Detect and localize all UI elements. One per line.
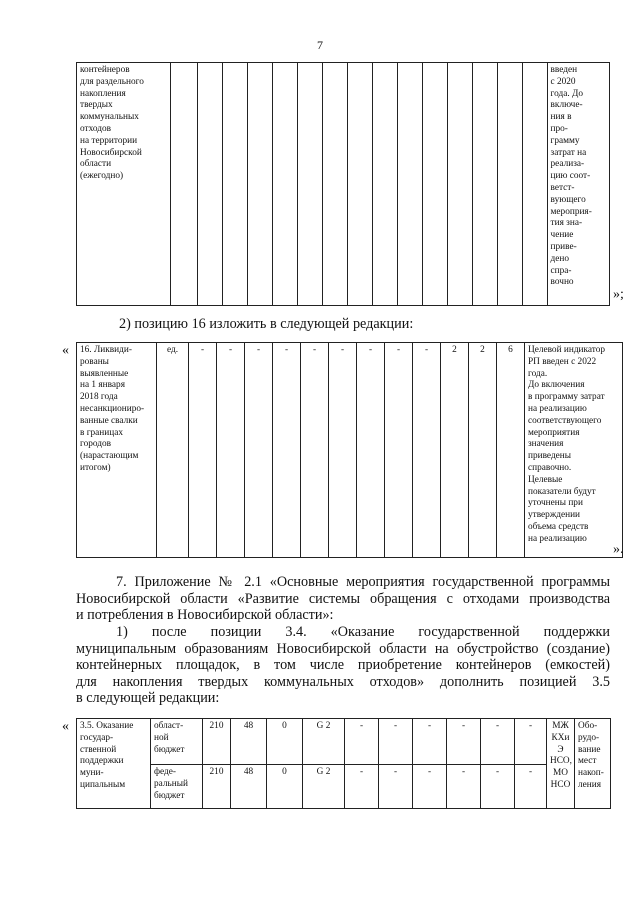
executor-cell: МЖ КХи Э НСО, МО НСО xyxy=(547,719,575,809)
measure-3-5-table xyxy=(76,718,611,809)
measure-3-5-name: 3.5. Оказание государ- ственной поддержки муни- ципальным xyxy=(77,719,151,809)
expected-result-cell: Обо- рудо- вание мест накоп- ления xyxy=(575,719,611,809)
paragraph-7-line: 7. Приложение № 2.1 «Основные мероприятия государственной программы xyxy=(116,574,610,590)
value-cell: 2 xyxy=(469,343,497,558)
funding-source-cell: феде- ральный бюджет xyxy=(151,765,203,809)
value-cell: - xyxy=(385,343,413,558)
value-cell: - xyxy=(379,765,413,809)
value-cell: - xyxy=(329,343,357,558)
indicator-16-name: 16. Ликвиди- рованы выявленные на 1 января 2018 года несанкциониро- ванные свалки в границах городов (нарастающим итогом) xyxy=(77,343,157,558)
paragraph-7-line: Новосибирской области «Развитие системы обращения с отходами производства xyxy=(76,590,610,607)
value-cell: - xyxy=(345,765,379,809)
paragraph-7-1-line: 1) после позиции 3.4. «Оказание государственной поддержки xyxy=(116,624,610,640)
value-cell: - xyxy=(413,719,447,765)
value-cell: - xyxy=(481,765,515,809)
value-cell: - xyxy=(515,719,547,765)
value-cell: 210 xyxy=(203,765,231,809)
value-cell: G 2 xyxy=(303,719,345,765)
value-cell: 0 xyxy=(267,719,303,765)
value-cell: - xyxy=(447,719,481,765)
value-cell: G 2 xyxy=(303,765,345,809)
value-cell: 2 xyxy=(441,343,469,558)
closing-quote-2: ». xyxy=(613,542,624,557)
page-number: 7 xyxy=(317,38,323,52)
value-cell: - xyxy=(379,719,413,765)
indicator-name-cell: контейнеров для раздельного накопления твердых коммунальных отходов на территории Новосибирской области (ежегодно) xyxy=(77,63,171,306)
opening-quote-2: « xyxy=(62,343,69,358)
paragraph-7-line: и потребления в Новосибирской области»: xyxy=(76,607,334,624)
paragraph-7-1-line: муниципальным образованиям Новосибирской области на обустройство (создание) xyxy=(76,640,610,657)
value-cell: - xyxy=(273,343,301,558)
value-cell: - xyxy=(357,343,385,558)
value-cell: 6 xyxy=(497,343,525,558)
value-cell: - xyxy=(189,343,217,558)
closing-quote-1: »; xyxy=(613,287,624,302)
opening-quote-3: « xyxy=(62,719,69,734)
value-cell: - xyxy=(245,343,273,558)
value-cell: - xyxy=(447,765,481,809)
indicator-16-note: Целевой индикатор РП введен с 2022 года. До включения в программу затрат на реализацию соответствующего мероприятия значения приведены справочно. Целевые показатели будут уточнены при утверждении объема средств на реализацию xyxy=(525,343,623,558)
value-cell: 48 xyxy=(231,719,267,765)
note-cell: введен с 2020 года. До включе- ния в про- грамму затрат на реализа- цию соот- ветст- вующего мероприя- тия зна- чение приве- дено спра- вочно xyxy=(547,63,609,306)
paragraph-7 xyxy=(76,574,610,624)
value-cell: - xyxy=(301,343,329,558)
value-cell: 0 xyxy=(267,765,303,809)
funding-source-cell: област- ной бюджет xyxy=(151,719,203,765)
paragraph-7-1-line: в следующей редакции: xyxy=(76,690,220,707)
paragraph-position-16: 2) позицию 16 изложить в следующей редакции: xyxy=(119,316,414,332)
table-continuation xyxy=(76,62,610,306)
paragraph-7-1 xyxy=(76,624,610,707)
value-cell: 210 xyxy=(203,719,231,765)
paragraph-7-1-line: для накопления твердых коммунальных отходов» дополнить позицией 3.5 xyxy=(76,673,610,690)
value-cell: - xyxy=(413,343,441,558)
unit-cell: ед. xyxy=(157,343,189,558)
value-cell: 48 xyxy=(231,765,267,809)
indicator-16-table xyxy=(76,342,623,558)
value-cell: - xyxy=(515,765,547,809)
value-cell: - xyxy=(413,765,447,809)
paragraph-7-1-line: контейнерных площадок, в том числе приобретение контейнеров (емкостей) xyxy=(76,657,610,674)
value-cell: - xyxy=(345,719,379,765)
value-cell: - xyxy=(481,719,515,765)
value-cell: - xyxy=(217,343,245,558)
